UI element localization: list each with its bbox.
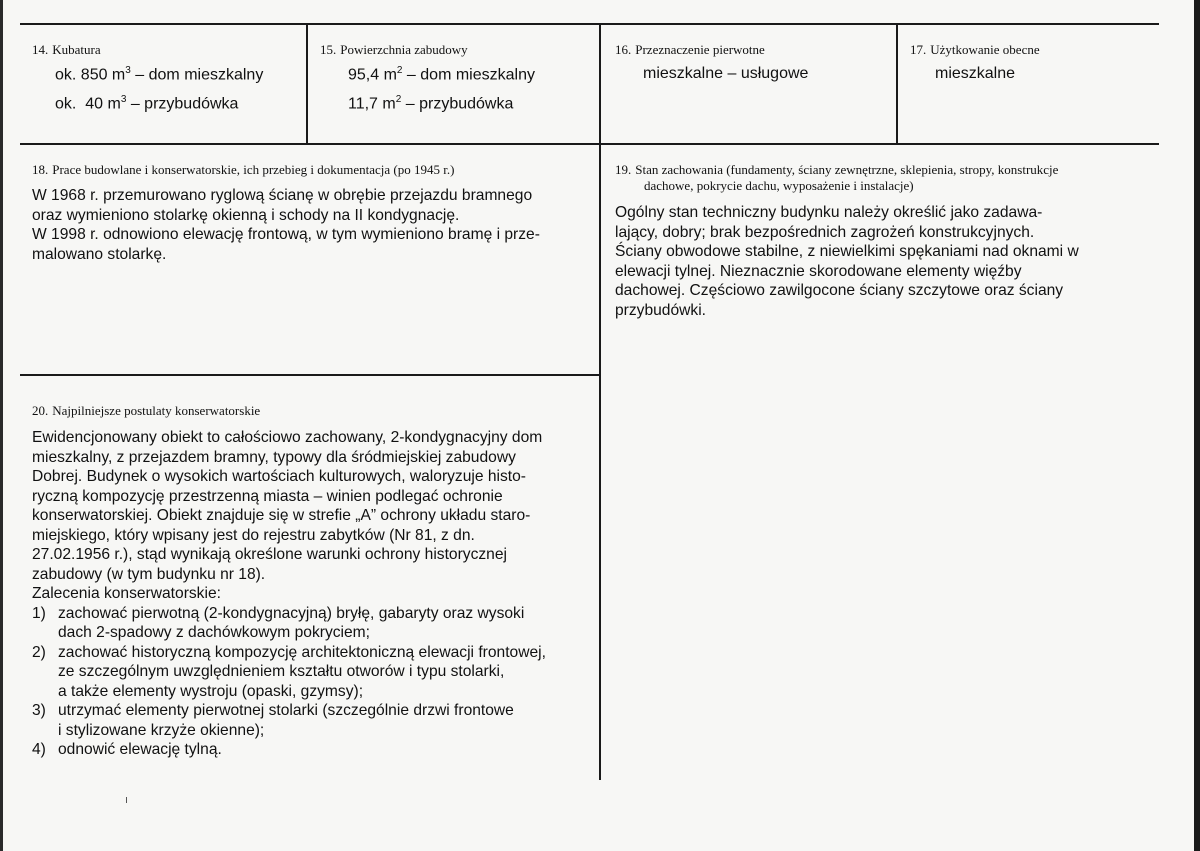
kubatura-value-house: ok. 850 $m^3$ – dom mieszkalny <box>55 65 264 84</box>
section-19-line: dachowej. Częściowo zawilgocone ściany szczytowe oraz ściany <box>615 282 1064 299</box>
kubatura-value-annex: ok. 40 $m^3$ – przybudówka <box>55 94 239 113</box>
section-20-line: Dobrej. Budynek o wysokich wartościach kulturowych, waloryzuje histo- <box>32 468 527 485</box>
page-left-edge <box>0 0 3 851</box>
section-16-przeznaczenie <box>615 42 893 82</box>
recommendation-line: utrzymać elementy pierwotnej stolarki (szczególnie drzwi frontowe <box>58 702 514 719</box>
recommendation-item <box>32 604 595 643</box>
center-divider <box>599 24 601 780</box>
recommendation-item <box>32 701 595 740</box>
section-18-line: malowano stolarkę. <box>32 245 167 263</box>
section-19-stan-zachowania <box>615 162 1130 320</box>
section-19-line: Ogólny stan techniczny budynku należy określić jako zadawa- <box>615 204 1043 221</box>
area-value-annex: 11,7 $m^2$ – przybudówka <box>348 94 514 113</box>
section-18-text <box>32 186 595 264</box>
section-14-kubatura <box>32 42 302 113</box>
recommendation-line: odnowić elewację tylną. <box>58 741 222 758</box>
section-20-line: 27.02.1956 r.), stąd wynikają określone warunki ochrony historycznej <box>32 546 507 563</box>
page-right-edge <box>1194 0 1200 851</box>
recommendations-list <box>32 604 595 760</box>
current-use-value: mieszkalne <box>935 65 1016 82</box>
recommendation-number: 1) <box>32 604 46 622</box>
section-19-line: Ściany obwodowe stabilne, z niewielkimi spękaniami nad oknami w <box>615 243 1079 260</box>
divider-14-15 <box>306 24 308 144</box>
section-15-label: 15. Powierzchnia zabudowy <box>320 42 468 57</box>
section-20-line: zabudowy (w tym budynku nr 18). <box>32 565 266 583</box>
section-16-label: 16. Przeznaczenie pierwotne <box>615 42 765 57</box>
recommendation-line: dach 2-spadowy z dachówkowym pokryciem; <box>58 624 371 641</box>
section-20-text <box>32 428 595 604</box>
section-20-line: Ewidencjonowany obiekt to całościowo zachowany, 2-kondygnacyjny dom <box>32 429 543 446</box>
section-18-line: W 1998 r. odnowiono elewację frontową, w tym wymieniono bramę i prze- <box>32 226 540 243</box>
original-use-value: mieszkalne – usługowe <box>643 65 809 82</box>
section-20-line: konserwatorskiej. Obiekt znajduje się w strefie „A” ochrony układu staro- <box>32 507 531 524</box>
divider-16-17 <box>896 24 898 144</box>
section-19-line: elewacji tylnej. Nieznacznie skorodowane elementy więźby <box>615 262 1022 280</box>
recommendation-item <box>32 643 595 702</box>
recommendations-heading: Zalecenia konserwatorskie: <box>32 585 221 602</box>
recommendation-line: a także elementy wystroju (opaski, gzymsy); <box>58 682 364 700</box>
area-value-house: 95,4 $m^2$ – dom mieszkalny <box>348 65 535 84</box>
top-rule <box>20 23 1159 25</box>
section-19-line: przybudówki. <box>615 301 707 319</box>
section-20-line: ryczną kompozycję przestrzenną miasta – winien podlegać ochronie <box>32 487 503 505</box>
recommendation-line: ze szczególnym uwzględnieniem kształtu otworów i typu stolarki, <box>58 663 505 680</box>
recommendation-line: zachować pierwotną (2-kondygnacyjną) bryłę, gabaryty oraz wysoki <box>58 604 525 622</box>
section-17-label: 17. Użytkowanie obecne <box>910 42 1040 57</box>
recommendation-number: 3) <box>32 702 46 719</box>
recommendation-number: 2) <box>32 643 46 661</box>
section-20-label: 20. Najpilniejsze postulaty konserwatorskie <box>32 403 261 418</box>
section-15-powierzchnia <box>320 42 595 113</box>
recommendation-line: i stylizowane krzyże okienne); <box>58 721 265 739</box>
section-20-postulaty <box>32 403 595 760</box>
section18-bottom-rule <box>20 374 600 376</box>
section-19-line: lający, dobry; brak bezpośrednich zagrożeń konstrukcyjnych. <box>615 223 1035 241</box>
section-14-label: 14. Kubatura <box>32 42 101 57</box>
section-17-uzytkowanie <box>910 42 1155 82</box>
section-19-label: 19. Stan zachowania (fundamenty, ściany zewnętrzne, sklepienia, stropy, konstrukcje dachowe, pokrycie dachu, wyposażenie i instalacje) <box>615 162 1059 193</box>
section-19-text <box>615 203 1127 320</box>
recommendation-line: zachować historyczną kompozycję architektoniczną elewacji frontowej, <box>58 643 546 661</box>
section-18-line: oraz wymieniono stolarkę okienną i schody na II kondygnację. <box>32 206 460 224</box>
recommendation-number: 4) <box>32 741 46 758</box>
section-18-label: 18. Prace budowlane i konserwatorskie, ich przebieg i dokumentacja (po 1945 r.) <box>32 162 455 177</box>
recommendation-item <box>32 740 595 760</box>
section-18-line: W 1968 r. przemurowano ryglową ścianę w obrębie przejazdu bramnego <box>32 187 533 204</box>
scan-speck <box>126 797 127 803</box>
section-20-line: miejskiego, który wpisany jest do rejestru zabytków (Nr 81, z dn. <box>32 526 475 544</box>
section-18-prace-budowlane <box>32 162 595 264</box>
section-20-line: mieszkalny, z przejazdem bramny, typowy dla śródmiejskiej zabudowy <box>32 448 516 466</box>
row1-bottom-rule <box>20 143 1159 145</box>
